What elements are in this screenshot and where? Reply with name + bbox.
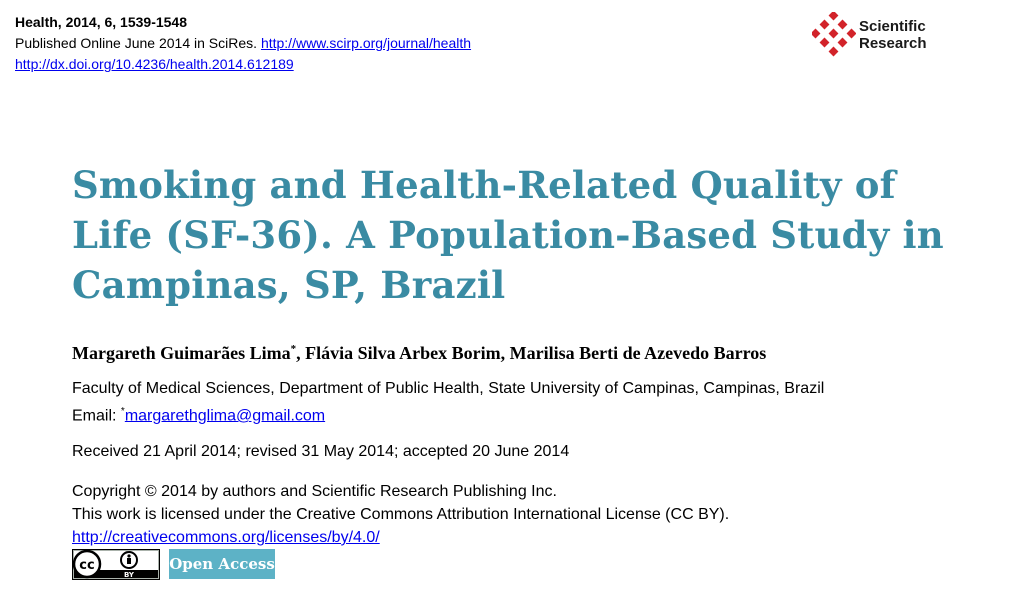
- affiliation-dept: Faculty of Medical Sciences, Department of Public Health, State University of Campinas, Campinas, Brazil: [72, 380, 825, 397]
- logo-line-2: Research: [859, 35, 927, 52]
- paper-title: Smoking and Health-Related Quality of Life (SF-36). A Population-Based Study in Campinas, SP, Brazil: [72, 163, 944, 307]
- scientific-research-logo: [812, 12, 952, 58]
- journal-link[interactable]: http://www.scirp.org/journal/health: [260, 35, 472, 51]
- journal-header: [15, 12, 471, 75]
- affiliation: [72, 377, 824, 427]
- corresponding-mark: *: [290, 343, 297, 355]
- author-1: Margareth Guimarães Lima: [72, 343, 291, 363]
- received-dates: Received 21 April 2014; revised 31 May 2014; accepted 20 June 2014: [72, 443, 570, 460]
- copyright-line: Copyright © 2014 by authors and Scientific Research Publishing Inc.: [72, 483, 557, 500]
- diamond-grid-icon: [812, 12, 856, 58]
- open-access-badge[interactable]: Open Access: [169, 549, 275, 579]
- journal-citation: Health, 2014, 6, 1539-1548: [15, 14, 188, 30]
- email-link[interactable]: margarethglima@gmail.com: [124, 407, 326, 425]
- email-label: Email:: [72, 407, 121, 425]
- copyright-block: [72, 480, 729, 549]
- license-link[interactable]: http://creativecommons.org/licenses/by/4.0/: [72, 529, 380, 546]
- other-authors: , Flávia Silva Arbex Borim, Marilisa Berti de Azevedo Barros: [296, 343, 767, 363]
- cc-label: cc: [79, 558, 95, 573]
- published-line: [15, 33, 471, 54]
- published-text: Published Online June 2014 in SciRes.: [15, 35, 261, 51]
- author-list: [72, 343, 766, 364]
- logo-text: [859, 18, 927, 52]
- license-line: This work is licensed under the Creative Commons Attribution International License (CC BY).: [72, 506, 730, 523]
- cc-by-icon[interactable]: [72, 549, 160, 580]
- logo-line-1: Scientific: [859, 18, 926, 35]
- cc-by-label: BY: [123, 571, 135, 579]
- doi-link[interactable]: http://dx.doi.org/10.4236/health.2014.612189: [15, 56, 294, 72]
- email-line: [72, 400, 824, 427]
- email-mark: *: [120, 406, 125, 417]
